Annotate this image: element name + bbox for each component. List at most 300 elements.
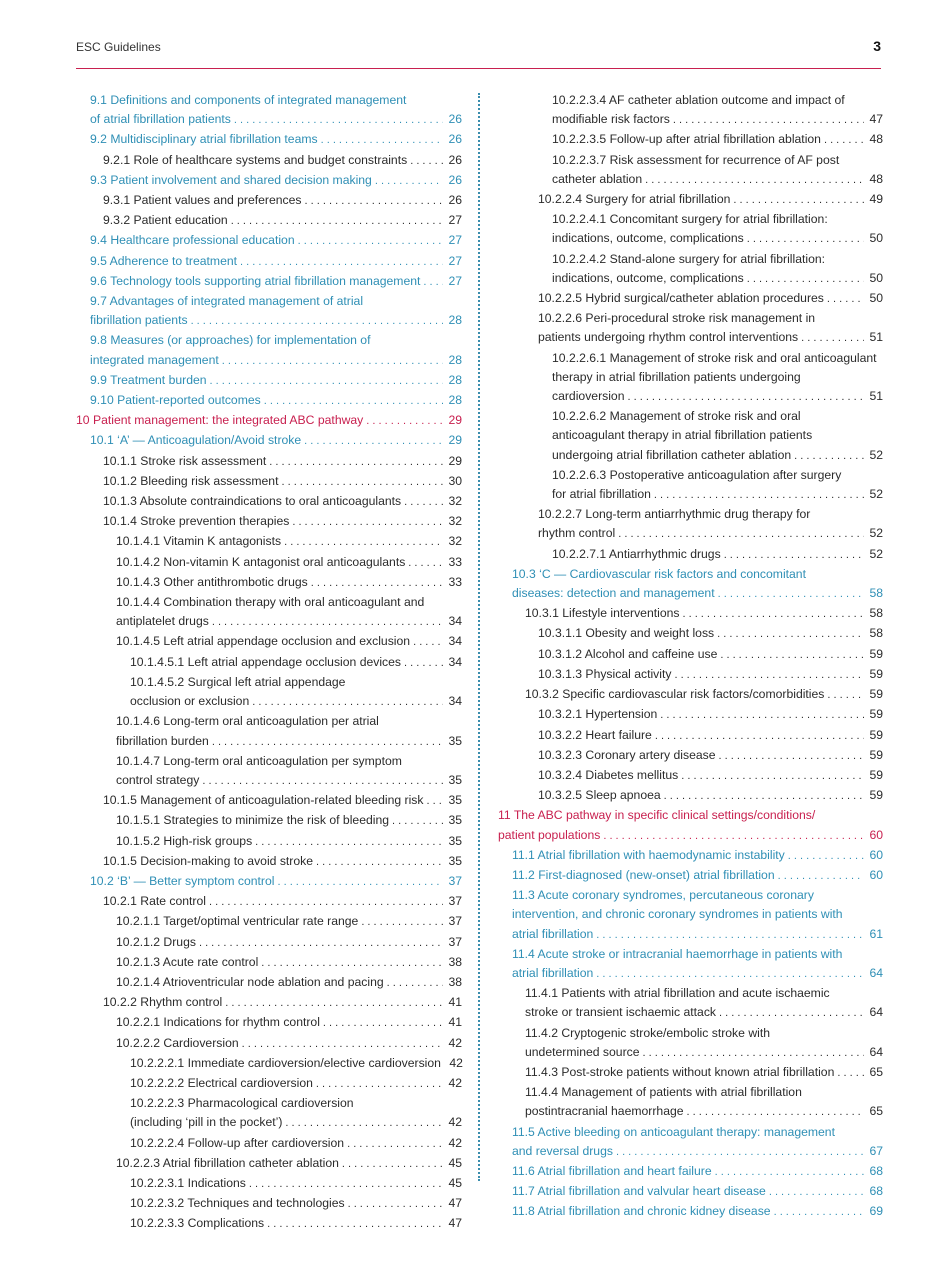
toc-page-number: 37 [448, 914, 462, 929]
toc-entry[interactable] [76, 1174, 462, 1194]
toc-page-number: 29 [448, 453, 462, 468]
toc-entry[interactable] [76, 532, 462, 552]
toc-entry-text: 10.2.2.7 Long-term antiarrhythmic drug therapy for [538, 507, 811, 522]
dot-leader [222, 352, 443, 371]
toc-entry[interactable] [76, 91, 462, 130]
toc-entry-text: 10.3.2 Specific cardiovascular risk factors/comorbidities [525, 687, 825, 702]
toc-entry-text: 10.1.4.2 Non-vitamin K antagonist oral anticoagulants [116, 554, 406, 569]
toc-page-number: 34 [448, 614, 462, 629]
toc-page-number: 59 [869, 788, 883, 803]
toc-entry-text: 10.1.4.1 Vitamin K antagonists [116, 534, 282, 549]
toc-entry-text: 10.2.1.4 Atrioventricular node ablation and pacing [116, 974, 384, 989]
toc-page-number: 42 [448, 1075, 462, 1090]
toc-entry[interactable] [76, 892, 462, 912]
toc-page-number: 52 [869, 526, 883, 541]
toc-entry[interactable] [498, 190, 883, 210]
toc-page-number: 58 [869, 606, 883, 621]
dot-leader [687, 1103, 864, 1122]
toc-entry-text: 11.4.4 Management of patients with atrial fibrillation [525, 1085, 802, 1100]
toc-entry[interactable] [76, 292, 462, 331]
dot-leader [292, 513, 443, 532]
dot-leader [284, 533, 443, 552]
toc-entry[interactable] [76, 130, 462, 150]
dot-leader [788, 847, 864, 866]
toc-entry[interactable] [76, 993, 462, 1013]
dot-leader [366, 412, 443, 431]
toc-page-number: 28 [448, 313, 462, 328]
dot-leader [375, 172, 443, 191]
toc-entry-text: 10.2.2.3.2 Techniques and technologies [130, 1196, 345, 1211]
toc-entry[interactable] [498, 866, 883, 886]
toc-entry-text: 10.1.5 Decision-making to avoid stroke [103, 853, 314, 868]
toc-entry[interactable] [76, 431, 462, 451]
toc-entry-text: undetermined source [525, 1044, 640, 1059]
toc-entry[interactable] [76, 171, 462, 191]
toc-entry[interactable] [498, 766, 883, 786]
toc-page-number: 29 [448, 413, 462, 428]
toc-entry[interactable] [76, 1054, 462, 1074]
dot-leader [724, 546, 864, 565]
dot-leader [410, 152, 443, 171]
toc-entry-text: anticoagulant therapy in atrial fibrillation patients [552, 428, 813, 443]
toc-entry[interactable] [76, 1034, 462, 1054]
toc-entry[interactable] [498, 91, 883, 130]
dot-leader [255, 833, 443, 852]
toc-entry-text: 10.2.1.2 Drugs [116, 934, 196, 949]
toc-entry-text: integrated management [90, 352, 219, 367]
toc-page-number: 68 [869, 1163, 883, 1178]
dot-leader [674, 666, 864, 685]
toc-entry[interactable] [76, 653, 462, 673]
toc-entry-text: 10.1.4.4 Combination therapy with oral anticoagulant and [116, 595, 425, 610]
toc-page-number: 52 [869, 487, 883, 502]
toc-entry-text: stroke or transient ischaemic attack [525, 1005, 717, 1020]
dot-leader [361, 913, 443, 932]
toc-entry-text: 9.2.1 Role of healthcare systems and budget constraints [103, 152, 408, 167]
toc-entry-text: 10.2.1.3 Acute rate control [116, 954, 259, 969]
toc-entry[interactable] [498, 151, 883, 190]
toc-entry-text: 10.1.4.5.1 Left atrial appendage occlusion devices [130, 654, 402, 669]
toc-entry[interactable] [76, 191, 462, 211]
toc-entry[interactable] [76, 272, 462, 292]
toc-entry-text: 9.10 Patient-reported outcomes [90, 393, 261, 408]
toc-entry-text: 10.2.2.3.5 Follow-up after atrial fibrillation ablation [552, 132, 821, 147]
toc-entry[interactable] [76, 331, 462, 370]
toc-column-left [76, 91, 462, 1235]
toc-entry-text: 10.1.2 Bleeding risk assessment [103, 473, 279, 488]
dot-leader [212, 613, 443, 632]
toc-page-number: 35 [448, 833, 462, 848]
toc-entry[interactable] [498, 407, 883, 466]
toc-page-number: 64 [869, 965, 883, 980]
toc-page-number: 42 [449, 1055, 463, 1070]
dot-leader [202, 772, 443, 791]
dot-leader [387, 974, 443, 993]
toc-page-number: 35 [448, 813, 462, 828]
toc-entry-text: 10.2.2.5 Hybrid surgical/catheter ablation procedures [538, 291, 824, 306]
toc-entry[interactable] [498, 545, 883, 565]
toc-entry-text: 10.3.2.1 Hypertension [538, 707, 658, 722]
toc-entry[interactable] [498, 130, 883, 150]
toc-entry[interactable] [498, 1162, 883, 1182]
toc-entry-text: 9.2 Multidisciplinary atrial fibrillation teams [90, 132, 318, 147]
dot-leader [404, 654, 443, 673]
toc-entry-text: 10.2.2.6 Peri-procedural stroke risk management in [538, 311, 816, 326]
toc-page-number: 37 [448, 934, 462, 949]
toc-entry[interactable] [76, 673, 462, 712]
toc-entry-text: 10.2.2.3.3 Complications [130, 1216, 265, 1231]
toc-entry-text: for atrial fibrillation [552, 487, 651, 502]
dot-leader [199, 934, 443, 953]
dot-leader [837, 1064, 864, 1083]
toc-entry-text: 11 The ABC pathway in specific clinical settings/conditions/ [498, 808, 816, 823]
toc-entry-text: 10.2.2.2.2 Electrical cardioversion [130, 1075, 313, 1090]
toc-entry-text: and reversal drugs [512, 1143, 613, 1158]
toc-entry[interactable] [498, 1123, 883, 1162]
toc-page-number: 35 [448, 772, 462, 787]
toc-page-number: 60 [869, 867, 883, 882]
toc-entry-text: 11.4.2 Cryptogenic stroke/embolic stroke with [525, 1025, 770, 1040]
toc-entry-text: 10.2.2.2.4 Follow-up after cardioversion [130, 1135, 345, 1150]
toc-entry-text: 9.6 Technology tools supporting atrial fibrillation management [90, 273, 421, 288]
toc-entry[interactable] [76, 1194, 462, 1214]
toc-entry-text: 10.1.3 Absolute contraindications to oral anticoagulants [103, 494, 402, 509]
toc-entry[interactable] [76, 933, 462, 953]
toc-entry-text: 10.2.2.4 Surgery for atrial fibrillation [538, 192, 731, 207]
toc-entry[interactable] [498, 945, 883, 984]
dot-leader [778, 867, 864, 886]
toc-entry[interactable] [498, 806, 883, 845]
toc-page-number: 32 [448, 534, 462, 549]
toc-entry[interactable] [498, 309, 883, 348]
toc-entry-text: 10.3.2.5 Sleep apnoea [538, 788, 661, 803]
toc-entry[interactable] [76, 252, 462, 272]
toc-entry-text: 9.3.1 Patient values and preferences [103, 193, 302, 208]
toc-page-number: 50 [869, 231, 883, 246]
toc-page-number: 41 [448, 995, 462, 1010]
toc-entry-text: 9.3.2 Patient education [103, 213, 228, 228]
toc-entry[interactable] [76, 712, 462, 751]
toc-page-number: 58 [869, 586, 883, 601]
toc-entry-text: 10.1.5 Management of anticoagulation-related bleeding risk [103, 793, 424, 808]
toc-page-number: 60 [869, 827, 883, 842]
toc-entry[interactable] [76, 371, 462, 391]
toc-entry[interactable] [76, 832, 462, 852]
toc-entry[interactable] [498, 1063, 883, 1083]
toc-page-number: 34 [448, 694, 462, 709]
dot-leader [423, 273, 443, 292]
toc-entry-text: undergoing atrial fibrillation catheter ablation [552, 447, 792, 462]
toc-entry-text: 10.3.1.1 Obesity and weight loss [538, 626, 715, 641]
toc-page-number: 51 [869, 330, 883, 345]
toc-entry[interactable] [76, 973, 462, 993]
toc-entry[interactable] [498, 289, 883, 309]
toc-entry[interactable] [76, 1214, 462, 1234]
dot-leader [769, 1183, 864, 1202]
toc-entry-text: 9.9 Treatment burden [90, 372, 207, 387]
toc-entry-text: 10.2.2.3.7 Risk assessment for recurrence of AF post [552, 152, 840, 167]
toc-entry-text: 9.1 Definitions and components of integrated management [90, 93, 407, 107]
dot-leader [827, 686, 864, 705]
toc-entry-text: 10.1.5.1 Strategies to minimize the risk of bleeding [116, 813, 390, 828]
toc-page-number: 59 [869, 707, 883, 722]
toc-entry[interactable] [76, 553, 462, 573]
toc-entry[interactable] [76, 1134, 462, 1154]
toc-entry[interactable] [76, 151, 462, 171]
dot-leader [210, 372, 443, 391]
toc-page-number: 41 [448, 1015, 462, 1030]
dot-leader [408, 554, 443, 573]
toc-page-number: 64 [869, 1005, 883, 1020]
toc-entry-text: 10.3.2.4 Diabetes mellitus [538, 767, 679, 782]
toc-entry[interactable] [498, 250, 883, 289]
toc-entry[interactable] [498, 466, 883, 505]
toc-entry-text: 10.1.4.7 Long-term oral anticoagulation per symptom [116, 753, 402, 768]
toc-entry-text: 11.4 Acute stroke or intracranial haemorrhage in patients with [512, 946, 843, 961]
dot-leader [281, 473, 443, 492]
toc-entry[interactable] [76, 593, 462, 632]
dot-leader [231, 212, 443, 231]
dot-leader [596, 965, 864, 984]
toc-page-number: 35 [448, 793, 462, 808]
toc-page-number: 34 [448, 634, 462, 649]
toc-page-number: 30 [448, 473, 462, 488]
dot-leader [240, 253, 443, 272]
dot-leader [285, 1114, 443, 1133]
toc-entry[interactable] [76, 1013, 462, 1033]
dot-leader [191, 312, 443, 331]
toc-entry[interactable] [76, 953, 462, 973]
toc-entry-text: 10.1.4 Stroke prevention therapies [103, 514, 290, 529]
toc-entry[interactable] [76, 472, 462, 492]
toc-entry[interactable] [498, 984, 883, 1023]
toc-page-number: 59 [869, 747, 883, 762]
page-header [76, 38, 881, 69]
toc-entry[interactable] [498, 645, 883, 665]
toc-entry-text: 11.4.3 Post-stroke patients without known atrial fibrillation [525, 1064, 835, 1079]
toc-entry-text: rhythm control [538, 526, 616, 541]
toc-page-number: 26 [448, 152, 462, 167]
toc-entry-text: 10.2.2.3.1 Indications [130, 1175, 246, 1190]
toc-entry-text: postintracranial haemorrhage [525, 1104, 684, 1119]
toc-entry-text: 10.2 ‘B’ — Better symptom control [90, 873, 275, 888]
toc-entry[interactable] [76, 1094, 462, 1133]
toc-entry-text: 11.6 Atrial fibrillation and heart failure [512, 1163, 712, 1178]
dot-leader [242, 1035, 443, 1054]
toc-page-number: 33 [448, 574, 462, 589]
toc-entry-text: 11.1 Atrial fibrillation with haemodynamic instability [512, 847, 785, 862]
toc-page-number: 34 [448, 654, 462, 669]
toc-entry[interactable] [76, 791, 462, 811]
toc-page-number: 50 [869, 270, 883, 285]
dot-leader [596, 926, 864, 945]
toc-page-number: 26 [448, 172, 462, 187]
toc-page-number: 65 [869, 1104, 883, 1119]
toc-entry[interactable] [498, 349, 883, 408]
toc-entry[interactable] [76, 391, 462, 411]
dot-leader [392, 812, 443, 831]
dot-leader [304, 432, 443, 451]
toc-page-number: 37 [448, 873, 462, 888]
dot-leader [316, 853, 443, 872]
toc-page-number: 67 [869, 1143, 883, 1158]
toc-entry[interactable] [76, 452, 462, 472]
dot-leader [267, 1215, 443, 1234]
toc-entry[interactable] [498, 705, 883, 725]
toc-page-number: 60 [869, 847, 883, 862]
toc-entry[interactable] [498, 604, 883, 624]
toc-entry-text: 9.5 Adherence to treatment [90, 253, 238, 268]
toc-page-number: 32 [448, 494, 462, 509]
toc-entry-text: 10.2.2.4.1 Concomitant surgery for atrial fibrillation: [552, 212, 828, 227]
toc-entry[interactable] [498, 846, 883, 866]
toc-entry-text: 10.2.2.6.1 Management of stroke risk and oral anticoagulant [552, 350, 877, 365]
dot-leader [645, 171, 864, 190]
dot-leader [311, 574, 443, 593]
toc-page-number: 58 [869, 626, 883, 641]
dot-leader [747, 270, 864, 289]
toc-page-number: 37 [448, 894, 462, 909]
toc-entry-text: 10.2.2.6.2 Management of stroke risk and oral [552, 409, 801, 424]
dot-leader [305, 192, 443, 211]
toc-entry-text: 9.8 Measures (or approaches) for implementation of [90, 333, 371, 348]
dot-leader [824, 131, 864, 150]
dot-leader [298, 232, 443, 251]
toc-entry[interactable] [498, 1083, 883, 1122]
dot-leader [627, 388, 864, 407]
toc-page-number: 28 [448, 352, 462, 367]
toc-entry-text: 10.3.1.3 Physical activity [538, 666, 672, 681]
toc-entry[interactable] [76, 411, 462, 431]
toc-entry[interactable] [498, 565, 883, 604]
toc-entry[interactable] [76, 211, 462, 231]
toc-page-number: 32 [448, 514, 462, 529]
toc-entry-text: 10.1.4.6 Long-term oral anticoagulation per atrial [116, 714, 379, 729]
toc-entry[interactable] [76, 573, 462, 593]
toc-entry[interactable] [498, 786, 883, 806]
dot-leader [774, 1203, 864, 1222]
toc-page-number: 27 [448, 273, 462, 288]
toc-entry-text: 10.3.1.2 Alcohol and caffeine use [538, 646, 718, 661]
toc-entry-text: 10.1.4.5.2 Surgical left atrial appendage [130, 674, 346, 689]
toc-entry[interactable] [498, 685, 883, 705]
toc-entry[interactable] [76, 512, 462, 532]
toc-entry[interactable] [76, 492, 462, 512]
toc-entry[interactable] [498, 886, 883, 945]
toc-entry-text: 9.3 Patient involvement and shared decision making [90, 172, 372, 187]
dot-leader [413, 633, 443, 652]
toc-entry-text: 10.2.2.3.4 AF catheter ablation outcome and impact of [552, 93, 845, 107]
toc-entry-text: 10.2.2.2 Cardioversion [116, 1035, 239, 1050]
dot-leader [225, 994, 443, 1013]
dot-leader [261, 954, 443, 973]
toc-entry[interactable] [498, 1024, 883, 1063]
toc-entry-text: 10.3.1 Lifestyle interventions [525, 606, 680, 621]
toc-entry-text: 10.1 ‘A’ — Anticoagulation/Avoid stroke [90, 433, 302, 448]
toc-entry-text: of atrial fibrillation patients [90, 112, 231, 127]
toc-entry-text: 10.1.4.3 Other antithrombotic drugs [116, 574, 308, 589]
dot-leader [252, 693, 443, 712]
dot-leader [342, 1155, 443, 1174]
toc-entry-text: 10.1.1 Stroke risk assessment [103, 453, 267, 468]
toc-page-number: 59 [869, 767, 883, 782]
toc-page-number: 48 [869, 132, 883, 147]
dot-leader [794, 447, 864, 466]
toc-page-number: 27 [448, 233, 462, 248]
dot-leader [717, 625, 864, 644]
toc-entry-text: 9.7 Advantages of integrated management of atrial [90, 294, 364, 309]
column-divider [478, 93, 480, 1181]
toc-entry[interactable] [76, 852, 462, 872]
toc-entry[interactable] [76, 872, 462, 892]
toc-entry-text: (including ‘pill in the pocket’) [130, 1115, 283, 1130]
toc-entry-text: catheter ablation [552, 171, 643, 186]
dot-leader [720, 646, 864, 665]
toc-entry[interactable] [76, 912, 462, 932]
toc-entry[interactable] [76, 752, 462, 791]
toc-page-number: 28 [448, 372, 462, 387]
toc-entry-text: 11.8 Atrial fibrillation and chronic kidney disease [512, 1204, 771, 1219]
dot-leader [682, 605, 864, 624]
toc-entry[interactable] [498, 210, 883, 249]
toc-entry-text: fibrillation patients [90, 313, 188, 328]
toc-entry-text: 11.3 Acute coronary syndromes, percutaneous coronary [512, 888, 814, 903]
toc-page-number: 28 [448, 393, 462, 408]
toc-page-number: 47 [869, 112, 883, 127]
toc-entry[interactable] [498, 624, 883, 644]
toc-page-number: 64 [869, 1044, 883, 1059]
toc-entry-text: 10.1.4.5 Left atrial appendage occlusion and exclusion [116, 634, 411, 649]
toc-entry[interactable] [76, 1154, 462, 1174]
dot-leader [347, 1135, 443, 1154]
toc-entry-text: 10.3.2.2 Heart failure [538, 727, 652, 742]
dot-leader [269, 453, 443, 472]
toc-page-number: 61 [869, 926, 883, 941]
toc-page-number: 42 [448, 1115, 462, 1130]
toc-entry-text: indications, outcome, complications [552, 231, 744, 246]
toc-page-number: 45 [448, 1155, 462, 1170]
dot-leader [715, 1163, 864, 1182]
dot-leader [719, 747, 865, 766]
dot-leader [316, 1075, 443, 1094]
toc-entry[interactable] [76, 231, 462, 251]
toc-entry-text: 10.3 ‘C — Cardiovascular risk factors and concomitant [512, 566, 806, 581]
toc-page-number: 26 [448, 132, 462, 147]
dot-leader [643, 1044, 865, 1063]
toc-entry[interactable] [76, 811, 462, 831]
toc-entry[interactable] [498, 505, 883, 544]
toc-page-number: 47 [448, 1216, 462, 1231]
toc-page-number: 26 [448, 112, 462, 127]
dot-leader [718, 585, 864, 604]
toc-page-number: 38 [448, 974, 462, 989]
toc-entry[interactable] [498, 726, 883, 746]
toc-entry[interactable] [498, 746, 883, 766]
toc-page-number: 35 [448, 733, 462, 748]
toc-entry-text: 10.2.2 Rhythm control [103, 995, 223, 1010]
toc-entry-text: occlusion or exclusion [130, 694, 250, 709]
toc-entry-text: modifiable risk factors [552, 112, 670, 127]
toc-entry[interactable] [76, 1074, 462, 1094]
toc-entry[interactable] [76, 632, 462, 652]
dot-leader [801, 329, 864, 348]
toc-entry[interactable] [498, 665, 883, 685]
toc-page-number: 27 [448, 253, 462, 268]
toc-entry[interactable] [498, 1182, 883, 1202]
toc-entry[interactable] [498, 1202, 883, 1222]
toc-entry-text: atrial fibrillation [512, 965, 594, 980]
toc-page-number: 48 [869, 171, 883, 186]
